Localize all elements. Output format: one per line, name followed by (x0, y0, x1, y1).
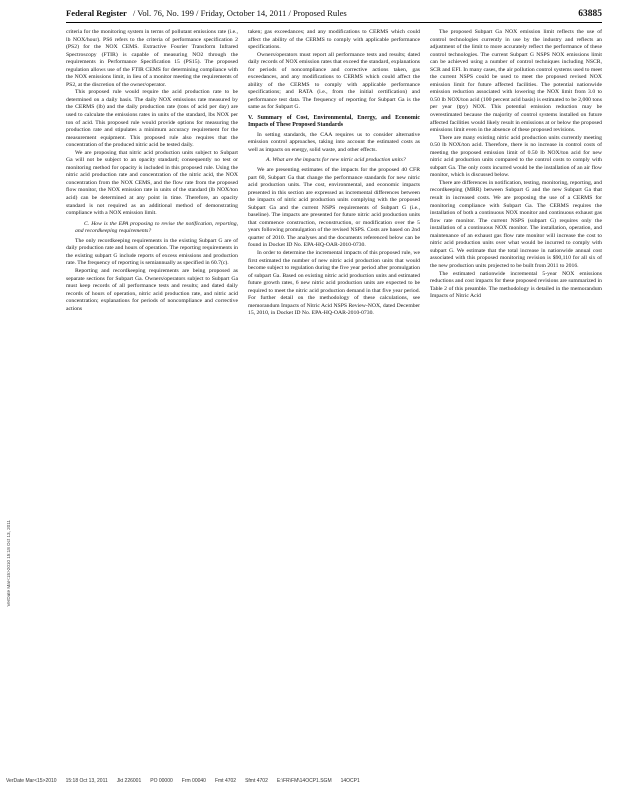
agency-name: Federal Register (66, 8, 127, 18)
header-rule (66, 22, 602, 23)
footer-item: Sfmt 4702 (245, 778, 268, 784)
paragraph: Reporting and recordkeeping requirements are being proposed as separate sections for Subpart Ga. Owners/operators subject to Subpart Ga must keep records of all performance tests and results; and dated daily records of hours of operation, nitric acid production rate, and nitric acid concentration; explanations for periods of noncompliance and corrective actions (66, 267, 238, 312)
page-header (66, 8, 602, 22)
footer-item: Jkt 226001 (116, 778, 142, 784)
paragraph: In order to determine the incremental impacts of this proposed rule, we first estimated the number of new nitric acid production units that would become subject to regulation during the five year period after promulgation of subpart Ga. Based on existing nitric acid production units and estimated future growth rates, 6 new nitric acid production units are expected to be required to meet the nitric acid production demand in that five year period. For further detail on the methodology of these calculations, see memorandum Impacts of Nitric Acid NSPS Review-NOX, dated December 15, 2010, in Docket ID No. EPA-HQ-OAR-2010-0730. (248, 250, 420, 317)
section-heading: V. Summary of Cost, Environmental, Energy, and Economic Impacts of These Proposed Standards (248, 115, 420, 129)
paragraph: There are differences in notification, testing, monitoring, reporting, and recordkeeping (MRR) between Subpart G and the new Subpart Ga that result in increased costs. We are proposing the use of a CERMS for monitoring compliance with Subpart Ga. The CERMS requires the installation of both a continuous NOX monitor and continuous exhaust gas flow rate monitor. The current NSPS (subpart G) requires only the installation of a continuous NOX monitor. The installation, operation, and maintenance of an exhaust gas flow rate monitor will increase the cost to nitric acid production units over what would be incurred to comply with subpart G. We estimate that the total increase in nationwide annual cost associated with this proposed monitoring revision is $90,110 for all six of the new production units projected to be built from 2011 to 2016. (430, 179, 602, 269)
paragraph: The only recordkeeping requirements in the existing Subpart G are of daily production rate and hours of operation. The reporting requirements in the existing subpart G include reports of excess emissions and production rate. The frequency of reporting is semiannually as specified in 60.7(c). (66, 237, 238, 267)
page-number: 63885 (578, 9, 602, 19)
paragraph: The estimated nationwide incremental 5-year NOX emissions reductions and cost impacts for these proposed revisions are summarized in Table 2 of this preamble. The methodology is detailed in the memorandum Impacts of Nitric Acid (430, 270, 602, 300)
footer-item: E:\FR\FM\14OCP1.SGM (276, 778, 332, 784)
subsection-question: A. What are the impacts for new nitric acid production units? (266, 157, 406, 164)
body-columns (66, 29, 602, 773)
column-1 (66, 29, 238, 773)
footer-item: 15:18 Oct 13, 2011 (65, 778, 108, 784)
footer-item: 14OCP1 (340, 778, 360, 784)
paragraph: There are many existing nitric acid production units currently meeting 0.50 lb NOX/ton acid. Therefore, there is no increase in control costs of meeting the proposed emission limit of 0.50 lb NOX/ton acid for new nitric acid production units compared to the control costs to comply with subpart Ga. The only costs incurred would be the installation of an air flow monitor, which is discussed below. (430, 134, 602, 179)
footer-item: Frm 00040 (181, 778, 206, 784)
footer-item: VerDate Mar<15>2010 (6, 778, 57, 784)
margin-slug (6, 520, 16, 770)
paragraph: Owners/operators must report all performance tests and results; dated daily records of NOX emission rates that exceed the standard, explanations for periods of noncompliance and corrective actions taken, gas exceedances, and any modifications to CERMS which could affect the ability of the CERMS to comply with applicable performance specifications; and RATA (i.e., from the initial certification) and performance test data. The frequency of reporting for Subpart Ga is the same as for Subpart G. (248, 51, 420, 111)
paragraph: taken; gas exceedances; and any modifications to CERMS which could affect the ability of the CERMS to comply with applicable performance specifications. (248, 29, 420, 51)
subsection-question: C. How is the EPA proposing to revise the notification, reporting, and recordkeeping requirements? (75, 220, 238, 235)
paragraph: criteria for the monitoring system in terms of pollutant emissions rate (i.e., lb NOX/hour). PS6 refers to the criteria of performance specification 2 (PS2) for the NOX CEMS. Extractive Fourier Transform Infrared Spectroscopy (FTIR) is capable of measuring NO2 through the requirements in Performance Specification 15 (PS15). The proposed regulation allows use of the FTIR CEMS for determining compliance with the NOX emissions limit, in lieu of a monitor meeting the requirements of PS2, at the discretion of the owner/operator. (66, 29, 238, 88)
paragraph: The proposed Subpart Ga NOX emission limit reflects the use of control technologies currently in use by the industry and reflects an adjustment of the limit to more accurately reflect the performance of these control technologies. The current Subpart G NSPS NOX emissions limit can be achieved using a number of control techniques including NSCR, SCR and EFI. In many cases, the air pollution control systems used to meet the current NSPS could be used to meet the proposed revised NOX emission limit for future affected facilities. The potential nationwide emission reduction associated with lowering the NOX limit from 3.0 to 0.50 lb NOX/ton acid (100 percent acid basis) is estimated to be 2,000 tons per year (tpy) NOX. This potential emission reduction may be overestimated because the majority of control systems installed on future affected facilities would likely result in emissions at or below the proposed emissions limit even in the absence of these proposed revisions. (430, 29, 602, 134)
page-footer (6, 778, 612, 788)
footer-item: PO 00000 (150, 778, 173, 784)
paragraph: In setting standards, the CAA requires us to consider alternative emission control approaches, taking into account the estimated costs as well as impacts on energy, solid waste, and other effects. (248, 131, 420, 153)
issue-info: / Vol. 76, No. 199 / Friday, October 14, 2011 / Proposed Rules (132, 8, 347, 18)
margin-slug-text: VerDate Mar<15>2010 15:18 Oct 13, 2011 (6, 520, 11, 607)
paragraph: We are proposing that nitric acid production units subject to Subpart Ga will not be subject to an opacity standard; consequently no test or monitoring method for opacity is included in this proposed rule. Using the nitric acid production rate and concentration of the nitric acid, the NOX concentration from the NOX CEMS, and the flow rate from the proposed flow monitor, the NOX emission rate in units of the standard (lb NOX/ton acid) can be determined at any point in time. Therefore, an opacity standard is not required as an additional method of demonstrating compliance with a NOX emission limit. (66, 149, 238, 217)
column-2 (248, 29, 420, 773)
paragraph: This proposed rule would require the acid production rate to be determined on a daily basis. The daily NOX emissions rate measured by the CERMS (lb) and the daily production rate (tons of acid per day) are used to calculate the emissions rates in units of the standard, lbs NOX per ton of acid. This proposed rule would provide options for measuring the production rate and stipulates a minimum accuracy requirement for the measurement equipment. This proposed rule also requires that the concentration of the produced nitric acid be tested daily. (66, 89, 238, 149)
column-3 (430, 29, 602, 773)
footer-item: Fmt 4702 (214, 778, 237, 784)
paragraph: We are presenting estimates of the impacts for the proposed 40 CFR part 60, Subpart Ga that change the performance standards for new nitric acid production units. The cost, environmental, and economic impacts presented in this section are expressed as incremental differences between the impacts of nitric acid production units complying with the proposed Subpart Ga and the current NSPS requirements of Subpart G (i.e., baseline). The impacts are presented for future nitric acid production units that commence construction, reconstruction, or modification over the 5 years following promulgation of the revised NSPS. Costs are based on 2nd quarter of 2010. The analyses and the documents referenced below can be found in Docket ID No. EPA-HQ-OAR-2010-0730. (248, 167, 420, 249)
